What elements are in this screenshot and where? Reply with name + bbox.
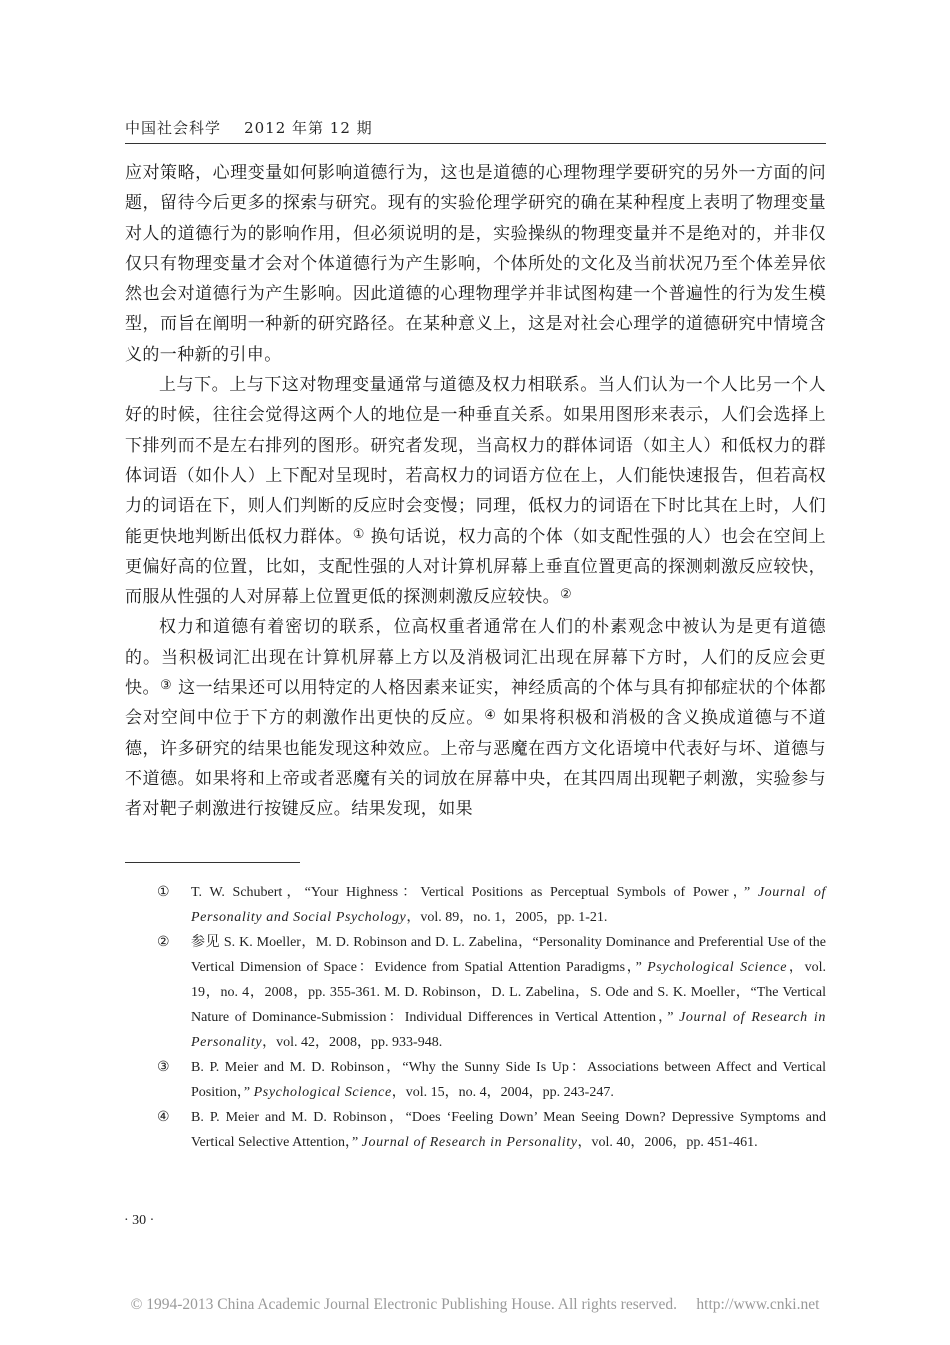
- footnote-ref-4[interactable]: ④: [484, 708, 497, 724]
- paragraph-3-part-b: 这一结果还可以用特定的人格因素来证实，神经质高的个体与具有抑郁症状的个体都会对空间中位于下方的刺激作出更快的反应。: [125, 678, 826, 729]
- main-text: [125, 158, 826, 825]
- footnote-text: ，vol. 19，no. 4，2008，pp. 355-361. M. D. Robinson，D. L. Zabelina，S. Ode and S. K. Moeller，“The Vertical Nature of Dominance-Submission：Individual Differences in Vertical Attention，”: [191, 960, 827, 1025]
- footnote-text: B. P. Meier and M. D. Robinson，“Does ‘Feeling Down’ Mean Seeing Down? Depressive Symptoms and Vertical Selective Attention，”: [191, 1110, 826, 1150]
- running-header: [125, 117, 373, 138]
- footnote-text: ，vol. 40，2006，pp. 451-461.: [577, 1135, 758, 1150]
- footnote-text: 参见 S. K. Moeller，M. D. Robinson and D. L. Zabelina，“Personality Dominance and Preferential Use of the Vertical Dimension of Space：Evidence from Spatial Attention Paradigms，”: [191, 935, 826, 975]
- footnote-rule: [125, 862, 300, 863]
- paragraph-3-part-c: 如果将积极和消极的含义换成道德与不道德，许多研究的结果也能发现这种效应。上帝与恶魔在西方文化语境中代表好与坏、道德与不道德。如果将和上帝或者恶魔有关的词放在屏幕中央，在其四周出现靶子刺激，实验参与者对靶子刺激进行按键反应。结果发现，如果: [125, 708, 826, 820]
- footnote-ref-3[interactable]: ③: [160, 678, 173, 694]
- footnote-text: ，vol. 15，no. 4，2004，pp. 243-247.: [391, 1085, 614, 1100]
- journal-title: Journal of Research in Personality: [191, 1010, 826, 1050]
- footnote-2: [125, 930, 826, 1055]
- paragraph-2: [125, 370, 826, 612]
- paragraph-1: 应对策略，心理变量如何影响道德行为，这也是道德的心理物理学要研究的另外一方面的问题，留待今后更多的探索与研究。现有的实验伦理学研究的确在某种程度上表明了物理变量对人的道德行为的影响作用，但必须说明的是，实验操纵的物理变量并不是绝对的，并非仅仅只有物理变量才会对个体道德行为产生影响，个体所处的文化及当前状况乃至个体差异依然也会对道德行为产生影响。因此道德的心理物理学并非试图构建一个普遍性的行为发生模型，而旨在阐明一种新的研究路径。在某种意义上，这是对社会心理学的道德研究中情境含义的一种新的引申。: [125, 163, 826, 365]
- page-number: · 30 ·: [124, 1213, 155, 1228]
- paragraph-2-part-a: 上与下。上与下这对物理变量通常与道德及权力相联系。当人们认为一个人比另一个人好的时候，往往会觉得这两个人的地位是一种垂直关系。如果用图形来表示，人们会选择上下排列而不是左右排列的图形。研究者发现，当高权力的群体词语（如主人）和低权力的群体词语（如仆人）上下配对呈现时，若高权力的词语方位在上，人们能快速报告，但若高权力的词语在下，则人们判断的反应时会变慢；同理，低权力的词语在下时比其在上时，人们能更快地判断出低权力群体。: [125, 375, 826, 547]
- footnote-4: [125, 1105, 826, 1155]
- journal-name: 中国社会科学: [125, 119, 222, 137]
- footnote-text: ，vol. 42，2008，pp. 933-948.: [262, 1035, 443, 1050]
- footnote-3: [125, 1055, 826, 1105]
- journal-title: Journal of Personality and Social Psychology: [191, 885, 826, 925]
- copyright-notice: © 1994-2013 China Academic Journal Electronic Publishing House. All rights reserved. http://www.cnki.net: [130, 1296, 820, 1313]
- journal-title: Psychological Science: [253, 1085, 392, 1100]
- paragraph-3: [125, 612, 826, 824]
- footnote-1: [125, 880, 826, 930]
- header-rule: [125, 143, 826, 144]
- footnote-number: ②: [157, 935, 170, 950]
- footnotes: [125, 880, 826, 1155]
- issue-label: 2012 年第 12 期: [244, 119, 373, 137]
- paragraph-2-part-b: 换句话说，权力高的个体（如支配性强的人）也会在空间上更偏好高的位置，比如，支配性强的人对计算机屏幕上垂直位置更高的探测刺激反应较快，而服从性强的人对屏幕上位置更低的探测刺激反应较快。: [125, 526, 827, 608]
- footnote-ref-1[interactable]: ①: [352, 526, 365, 542]
- journal-title: Psychological Science: [647, 960, 788, 975]
- footnote-text: B. P. Meier and M. D. Robinson，“Why the Sunny Side Is Up：Associations between Affect and Vertical Position，”: [191, 1060, 826, 1100]
- footnote-number: ④: [157, 1110, 170, 1125]
- footnote-ref-2[interactable]: ②: [560, 587, 573, 603]
- footnote-text: T. W. Schubert，“Your Highness：Vertical Positions as Perceptual Symbols of Power，”: [191, 885, 758, 900]
- journal-title: Journal of Research in Personality: [361, 1135, 578, 1150]
- footnote-number: ①: [157, 885, 170, 900]
- footnote-text: ，vol. 89，no. 1，2005，pp. 1-21.: [406, 910, 608, 925]
- paragraph-3-part-a: 权力和道德有着密切的联系，位高权重者通常在人们的朴素观念中被认为是更有道德的。当积极词汇出现在计算机屏幕上方以及消极词汇出现在屏幕下方时，人们的反应会更快。: [125, 617, 826, 699]
- footnote-number: ③: [157, 1060, 170, 1075]
